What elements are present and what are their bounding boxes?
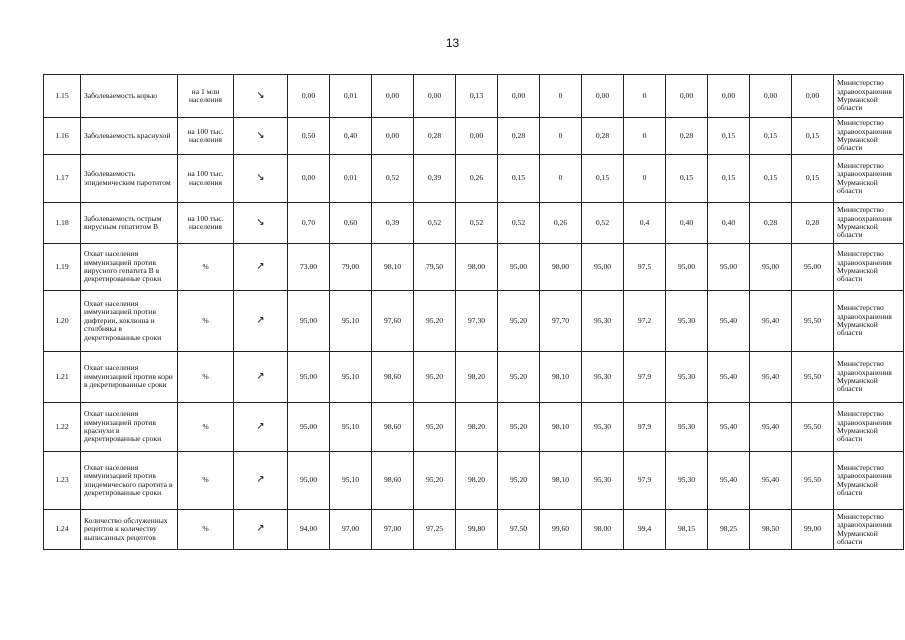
value-cell: 0,15 (498, 155, 540, 203)
value-cell: 95,00 (582, 244, 624, 291)
responsible-body-cell: Министерство здравоохранения Мурманской области (834, 403, 904, 452)
row-number-cell: 1.24 (44, 510, 81, 550)
value-cell: 0,00 (372, 75, 414, 118)
value-cell: 0,15 (582, 155, 624, 203)
value-cell: 95,00 (750, 244, 792, 291)
value-cell: 0,00 (456, 118, 498, 155)
responsible-body-cell: Министерство здравоохранения Мурманской области (834, 452, 904, 510)
unit-cell: % (178, 352, 234, 403)
value-cell: 95,00 (288, 352, 330, 403)
value-cell: 95,40 (708, 291, 750, 352)
indicator-name-cell: Заболеваемость краснухой (81, 118, 178, 155)
trend-arrow-icon: ↗ (234, 244, 288, 291)
value-cell: 95,10 (330, 352, 372, 403)
value-cell: 99,60 (540, 510, 582, 550)
responsible-body-cell: Министерство здравоохранения Мурманской области (834, 203, 904, 244)
value-cell: 0,28 (414, 118, 456, 155)
value-cell: 0,00 (792, 75, 834, 118)
table-row (44, 291, 904, 352)
value-cell: 98,20 (456, 403, 498, 452)
value-cell: 95,40 (708, 452, 750, 510)
value-cell: 0 (624, 75, 666, 118)
value-cell: 95,30 (666, 452, 708, 510)
value-cell: 95,00 (288, 291, 330, 352)
row-number-cell: 1.22 (44, 403, 81, 452)
trend-arrow-icon: ↗ (234, 452, 288, 510)
value-cell: 98,15 (666, 510, 708, 550)
value-cell: 95,10 (330, 452, 372, 510)
value-cell: 0,50 (288, 118, 330, 155)
value-cell: 95,30 (582, 403, 624, 452)
responsible-body-cell: Министерство здравоохранения Мурманской области (834, 118, 904, 155)
indicator-name-cell: Охват населения иммунизацией против вирусного гепатита В в декретированные сроки (81, 244, 178, 291)
value-cell: 98,10 (540, 403, 582, 452)
value-cell: 95,30 (666, 291, 708, 352)
value-cell: 0 (624, 155, 666, 203)
row-number-cell: 1.21 (44, 352, 81, 403)
value-cell: 98,00 (582, 510, 624, 550)
value-cell: 0,15 (792, 118, 834, 155)
value-cell: 97,00 (330, 510, 372, 550)
indicator-name-cell: Количество обслуженных рецептов к количеству выписанных рецептов (81, 510, 178, 550)
value-cell: 0,00 (498, 75, 540, 118)
value-cell: 95,00 (708, 244, 750, 291)
value-cell: 95,50 (792, 452, 834, 510)
value-cell: 0,26 (540, 203, 582, 244)
indicator-name-cell: Заболеваемость острым вирусным гепатитом В (81, 203, 178, 244)
table-body (44, 75, 904, 550)
value-cell: 98,20 (456, 352, 498, 403)
value-cell: 0 (540, 75, 582, 118)
page-number: 13 (445, 36, 460, 50)
value-cell: 95,00 (288, 452, 330, 510)
value-cell: 0,39 (372, 203, 414, 244)
table-row (44, 403, 904, 452)
value-cell: 0,13 (456, 75, 498, 118)
value-cell: 0,40 (330, 118, 372, 155)
value-cell: 0,01 (330, 75, 372, 118)
unit-cell: % (178, 244, 234, 291)
indicator-name-cell: Охват населения иммунизацией против кори в декретированные сроки (81, 352, 178, 403)
table-row (44, 510, 904, 550)
unit-cell: на 1 млн населения (178, 75, 234, 118)
table-row (44, 155, 904, 203)
value-cell: 98,60 (372, 452, 414, 510)
value-cell: 0,00 (372, 118, 414, 155)
value-cell: 0,28 (666, 118, 708, 155)
value-cell: 0,15 (750, 155, 792, 203)
indicator-name-cell: Охват населения иммунизацией против краснухи в декретированные сроки (81, 403, 178, 452)
value-cell: 95,50 (792, 291, 834, 352)
value-cell: 0,15 (792, 155, 834, 203)
value-cell: 73,00 (288, 244, 330, 291)
value-cell: 97,00 (372, 510, 414, 550)
indicator-name-cell: Заболеваемость эпидемическим паротитом (81, 155, 178, 203)
value-cell: 0,60 (330, 203, 372, 244)
unit-cell: % (178, 403, 234, 452)
trend-arrow-icon: ↗ (234, 403, 288, 452)
value-cell: 0 (624, 118, 666, 155)
value-cell: 0,40 (708, 203, 750, 244)
value-cell: 0,4 (624, 203, 666, 244)
value-cell: 97,2 (624, 291, 666, 352)
value-cell: 95,20 (414, 403, 456, 452)
value-cell: 0,28 (498, 118, 540, 155)
table-row (44, 75, 904, 118)
value-cell: 97,5 (624, 244, 666, 291)
value-cell: 95,20 (498, 403, 540, 452)
value-cell: 98,25 (708, 510, 750, 550)
indicators-table (43, 74, 904, 550)
value-cell: 95,40 (708, 352, 750, 403)
responsible-body-cell: Министерство здравоохранения Мурманской области (834, 75, 904, 118)
value-cell: 95,40 (750, 352, 792, 403)
value-cell: 95,00 (498, 244, 540, 291)
value-cell: 0,00 (288, 75, 330, 118)
value-cell: 0,40 (666, 203, 708, 244)
unit-cell: % (178, 291, 234, 352)
value-cell: 95,10 (330, 403, 372, 452)
value-cell: 98,10 (372, 244, 414, 291)
value-cell: 98,00 (540, 244, 582, 291)
value-cell: 0 (540, 155, 582, 203)
value-cell: 97,30 (456, 291, 498, 352)
value-cell: 0,70 (288, 203, 330, 244)
value-cell: 0,52 (372, 155, 414, 203)
value-cell: 0,52 (582, 203, 624, 244)
value-cell: 95,30 (666, 352, 708, 403)
responsible-body-cell: Министерство здравоохранения Мурманской области (834, 352, 904, 403)
value-cell: 99,4 (624, 510, 666, 550)
value-cell: 95,40 (708, 403, 750, 452)
value-cell: 95,30 (582, 452, 624, 510)
value-cell: 95,40 (750, 403, 792, 452)
value-cell: 97,50 (498, 510, 540, 550)
table-row (44, 452, 904, 510)
value-cell: 95,20 (498, 352, 540, 403)
value-cell: 99,00 (792, 510, 834, 550)
table-row (44, 352, 904, 403)
unit-cell: на 100 тыс. населения (178, 118, 234, 155)
row-number-cell: 1.20 (44, 291, 81, 352)
value-cell: 95,10 (330, 291, 372, 352)
value-cell: 95,20 (498, 291, 540, 352)
row-number-cell: 1.19 (44, 244, 81, 291)
value-cell: 98,10 (540, 352, 582, 403)
table-row (44, 118, 904, 155)
row-number-cell: 1.18 (44, 203, 81, 244)
trend-arrow-icon: ↘ (234, 75, 288, 118)
value-cell: 0,00 (288, 155, 330, 203)
value-cell: 95,30 (582, 291, 624, 352)
row-number-cell: 1.17 (44, 155, 81, 203)
value-cell: 98,10 (540, 452, 582, 510)
value-cell: 0,15 (708, 155, 750, 203)
value-cell: 95,00 (666, 244, 708, 291)
trend-arrow-icon: ↗ (234, 291, 288, 352)
value-cell: 95,40 (750, 291, 792, 352)
trend-arrow-icon: ↗ (234, 510, 288, 550)
value-cell: 98,60 (372, 352, 414, 403)
row-number-cell: 1.23 (44, 452, 81, 510)
value-cell: 0,28 (792, 203, 834, 244)
value-cell: 0,28 (750, 203, 792, 244)
unit-cell: на 100 тыс. населения (178, 155, 234, 203)
value-cell: 79,00 (330, 244, 372, 291)
value-cell: 97,60 (372, 291, 414, 352)
value-cell: 0 (540, 118, 582, 155)
value-cell: 0,01 (330, 155, 372, 203)
value-cell: 97,9 (624, 452, 666, 510)
value-cell: 98,60 (372, 403, 414, 452)
value-cell: 0,15 (708, 118, 750, 155)
value-cell: 95,00 (288, 403, 330, 452)
value-cell: 0,15 (750, 118, 792, 155)
indicator-name-cell: Заболеваемость корью (81, 75, 178, 118)
value-cell: 0,39 (414, 155, 456, 203)
unit-cell: на 100 тыс. населения (178, 203, 234, 244)
trend-arrow-icon: ↘ (234, 118, 288, 155)
value-cell: 94,00 (288, 510, 330, 550)
value-cell: 95,50 (792, 352, 834, 403)
value-cell: 0,00 (666, 75, 708, 118)
table-row (44, 244, 904, 291)
value-cell: 0,00 (582, 75, 624, 118)
value-cell: 95,00 (792, 244, 834, 291)
value-cell: 0,00 (708, 75, 750, 118)
unit-cell: % (178, 510, 234, 550)
indicator-name-cell: Охват населения иммунизацией против дифтерии, коклюша и столбняка в декретированные сроки (81, 291, 178, 352)
value-cell: 95,20 (414, 452, 456, 510)
responsible-body-cell: Министерство здравоохранения Мурманской области (834, 291, 904, 352)
value-cell: 97,9 (624, 352, 666, 403)
value-cell: 97,9 (624, 403, 666, 452)
indicator-name-cell: Охват населения иммунизацией против эпидемического паротита в декретированные сроки (81, 452, 178, 510)
responsible-body-cell: Министерство здравоохранения Мурманской области (834, 510, 904, 550)
value-cell: 0,28 (582, 118, 624, 155)
value-cell: 0,00 (750, 75, 792, 118)
value-cell: 0,52 (456, 203, 498, 244)
responsible-body-cell: Министерство здравоохранения Мурманской области (834, 155, 904, 203)
value-cell: 95,40 (750, 452, 792, 510)
value-cell: 98,50 (750, 510, 792, 550)
value-cell: 79,50 (414, 244, 456, 291)
row-number-cell: 1.16 (44, 118, 81, 155)
responsible-body-cell: Министерство здравоохранения Мурманской области (834, 244, 904, 291)
value-cell: 0,52 (498, 203, 540, 244)
value-cell: 0,26 (456, 155, 498, 203)
value-cell: 0,52 (414, 203, 456, 244)
value-cell: 98,00 (456, 244, 498, 291)
value-cell: 97,70 (540, 291, 582, 352)
trend-arrow-icon: ↗ (234, 352, 288, 403)
trend-arrow-icon: ↘ (234, 203, 288, 244)
value-cell: 0,00 (414, 75, 456, 118)
value-cell: 98,20 (456, 452, 498, 510)
row-number-cell: 1.15 (44, 75, 81, 118)
value-cell: 95,50 (792, 403, 834, 452)
table-row (44, 203, 904, 244)
value-cell: 95,20 (414, 352, 456, 403)
value-cell: 0,15 (666, 155, 708, 203)
unit-cell: % (178, 452, 234, 510)
trend-arrow-icon: ↘ (234, 155, 288, 203)
value-cell: 95,30 (582, 352, 624, 403)
value-cell: 99,80 (456, 510, 498, 550)
value-cell: 95,20 (498, 452, 540, 510)
value-cell: 95,30 (666, 403, 708, 452)
value-cell: 97,25 (414, 510, 456, 550)
value-cell: 95,20 (414, 291, 456, 352)
